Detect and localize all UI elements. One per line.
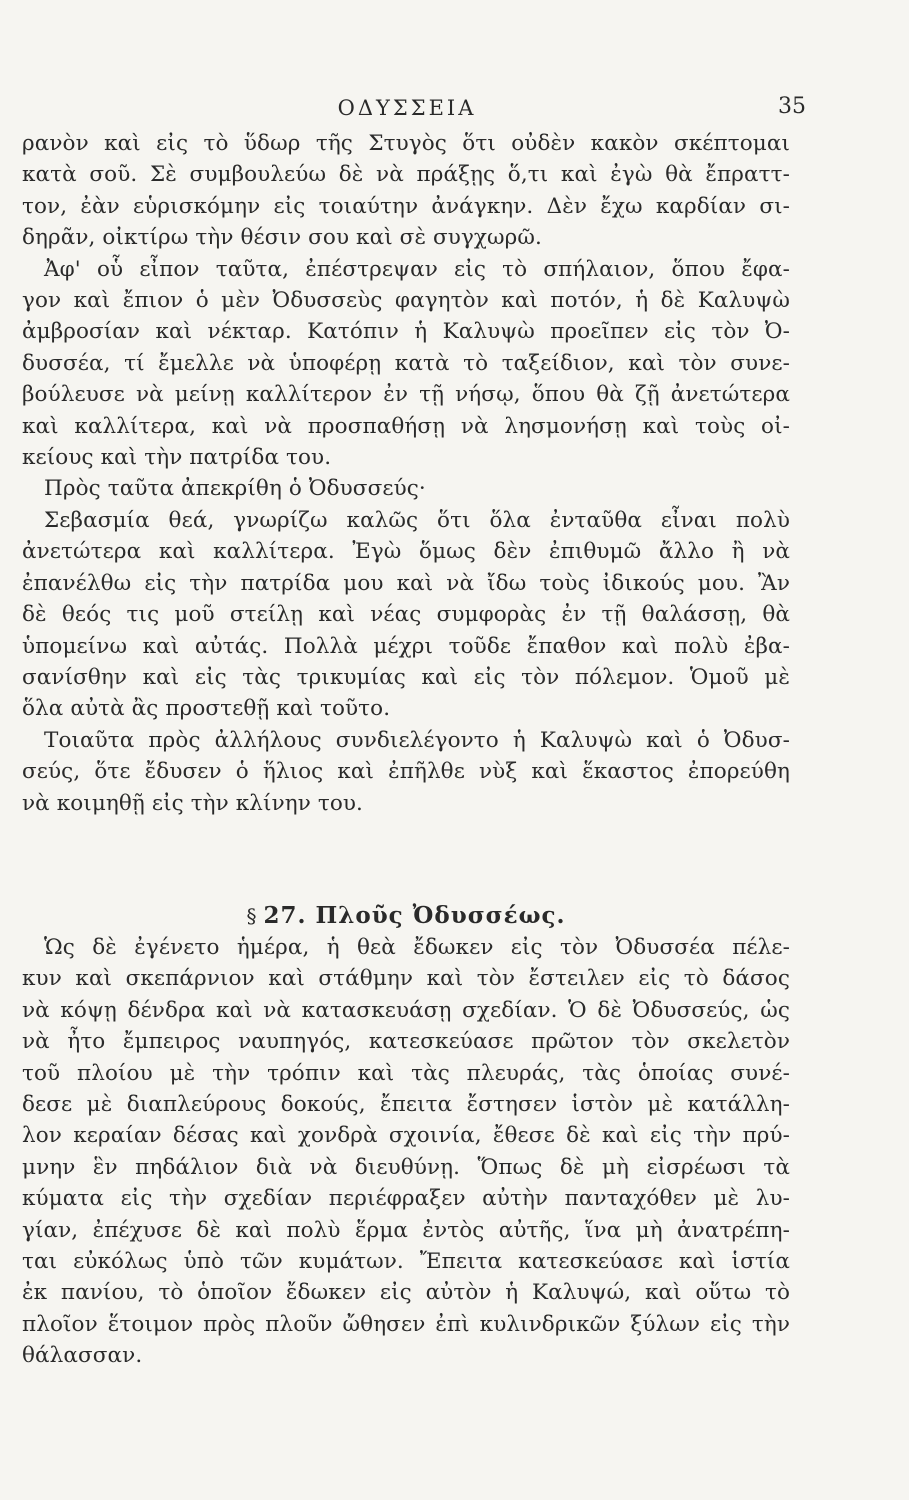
- text-line: μνην ἓν πηδάλιον διὰ νὰ διευθύνῃ. Ὅπως δὲ μὴ εἰσρέωσι τὰ: [22, 1154, 790, 1180]
- text-line: κείους καὶ τὴν πατρίδα του.: [22, 445, 332, 471]
- text-line: θάλασσαν.: [22, 1343, 143, 1369]
- text-line: ται εὐκόλως ὑπὸ τῶν κυμάτων. Ἔπειτα κατεσκεύασε καὶ ἱστία: [22, 1249, 790, 1275]
- text-line: νὰ κοιμηθῇ εἰς τὴν κλίνην του.: [22, 790, 363, 816]
- running-head: [22, 90, 806, 130]
- text-line: κατὰ σοῦ. Σὲ συμβουλεύω δὲ νὰ πράξῃς ὅ,τι καὶ ἐγὼ θὰ ἔπραττ-: [22, 162, 790, 188]
- text-line: τοῦ πλοίου μὲ τὴν τρόπιν καὶ τὰς πλευράς, τὰς ὁποίας συνέ-: [22, 1060, 790, 1086]
- body-text-bottom: [22, 932, 790, 1372]
- text-line: ἀνετώτερα καὶ καλλίτερα. Ἐγὼ ὅμως δὲν ἐπιθυμῶ ἄλλο ἢ νὰ: [22, 539, 790, 565]
- text-line: κυν καὶ σκεπάρνιον καὶ στάθμην καὶ τὸν ἔστειλεν εἰς τὸ δάσος: [22, 966, 790, 992]
- text-line: νὰ κόψῃ δένδρα καὶ νὰ κατασκευάσῃ σχεδίαν. Ὁ δὲ Ὀδυσσεύς, ὡς: [22, 997, 790, 1023]
- text-line: γίαν, ἐπέχυσε δὲ καὶ πολὺ ἕρμα ἐντὸς αὐτῆς, ἵνα μὴ ἀνατρέπη-: [22, 1217, 790, 1243]
- section-heading: [22, 902, 790, 929]
- text-line: δὲ θεός τις μοῦ στείλῃ καὶ νέας συμφορὰς ἐν τῇ θαλάσσῃ, θὰ: [22, 602, 790, 628]
- text-line: πλοῖον ἕτοιμον πρὸς πλοῦν ὤθησεν ἐπὶ κυλινδρικῶν ξύλων εἰς τὴν: [22, 1311, 790, 1337]
- text-line: Ὡς δὲ ἐγένετο ἡμέρα, ἡ θεὰ ἔδωκεν εἰς τὸν Ὀδυσσέα πέλε-: [44, 935, 790, 960]
- text-line: ἐπανέλθω εἰς τὴν πατρίδα μου καὶ νὰ ἴδω τοὺς ἰδικούς μου. Ἂν: [22, 570, 790, 596]
- text-line: δηρᾶν, οἰκτίρω τὴν θέσιν σου καὶ σὲ συγχωρῶ.: [22, 225, 542, 251]
- text-line: δεσε μὲ διαπλεύρους δοκούς, ἔπειτα ἔστησεν ἱστὸν μὲ κατάλλη-: [22, 1092, 790, 1118]
- text-line: ἀμβροσίαν καὶ νέκταρ. Κατόπιν ἡ Καλυψὼ προεῖπεν εἰς τὸν Ὀ-: [22, 319, 790, 345]
- text-line: βούλευσε νὰ μείνῃ καλλίτερον ἐν τῇ νήσῳ, ὅπου θὰ ζῇ ἀνετώτερα: [22, 382, 790, 408]
- section-mark: §: [246, 904, 258, 928]
- text-line: νὰ ἦτο ἔμπειρος ναυπηγός, κατεσκεύασε πρῶτον τὸν σκελετὸν: [22, 1029, 790, 1055]
- text-line: σανίσθην καὶ εἰς τὰς τρικυμίας καὶ εἰς τὸν πόλεμον. Ὁμοῦ μὲ: [22, 664, 790, 690]
- text-line: Τοιαῦτα πρὸς ἀλλήλους συνδιελέγοντο ἡ Καλυψὼ καὶ ὁ Ὀδυσ-: [44, 727, 790, 753]
- section-title: 27. Πλοῦς Ὀδυσσέως.: [263, 902, 566, 929]
- text-line: δυσσέα, τί ἔμελλε νὰ ὑποφέρῃ κατὰ τὸ ταξείδιον, καὶ τὸν συνε-: [22, 350, 790, 376]
- text-line: ὅλα αὐτὰ ἂς προστεθῇ καὶ τοῦτο.: [22, 696, 391, 722]
- text-line: τον, ἐὰν εὑρισκόμην εἰς τοιαύτην ἀνάγκην. Δὲν ἔχω καρδίαν σι-: [22, 193, 790, 219]
- text-line: σεύς, ὅτε ἔδυσεν ὁ ἥλιος καὶ ἐπῆλθε νὺξ καὶ ἕκαστος ἐπορεύθη: [22, 759, 790, 785]
- text-line: καὶ καλλίτερα, καὶ νὰ προσπαθήσῃ νὰ λησμονήσῃ καὶ τοὺς οἰ-: [22, 413, 790, 439]
- text-line: λον κεραίαν δέσας καὶ χονδρὰ σχοινία, ἔθεσε δὲ καὶ εἰς τὴν πρύ-: [22, 1123, 790, 1149]
- text-line: κύματα εἰς τὴν σχεδίαν περιέφραξεν αὐτὴν πανταχόθεν μὲ λυ-: [22, 1186, 790, 1212]
- text-line: ὑπομείνω καὶ αὐτάς. Πολλὰ μέχρι τοῦδε ἔπαθον καὶ πολὺ ἐβα-: [22, 633, 790, 659]
- text-line: γον καὶ ἔπιον ὁ μὲν Ὀδυσσεὺς φαγητὸν καὶ ποτόν, ἡ δὲ Καλυψὼ: [22, 288, 790, 314]
- page-header-title: ΟΔΥΣΣΕΙΑ: [337, 96, 477, 120]
- text-line: ἐκ πανίου, τὸ ὁποῖον ἔδωκεν εἰς αὐτὸν ἡ Καλυψώ, καὶ οὕτω τὸ: [22, 1280, 790, 1306]
- text-line: Σεβασμία θεά, γνωρίζω καλῶς ὅτι ὅλα ἐνταῦθα εἶναι πολὺ: [44, 507, 790, 533]
- body-text-top: [22, 128, 790, 819]
- text-line: ρανὸν καὶ εἰς τὸ ὕδωρ τῆς Στυγὸς ὅτι οὐδὲν κακὸν σκέπτομαι: [22, 131, 790, 156]
- text-line: Πρὸς ταῦτα ἀπεκρίθη ὁ Ὀδυσσεύς·: [44, 476, 426, 502]
- text-line: Ἀφ' οὗ εἶπον ταῦτα, ἐπέστρεψαν εἰς τὸ σπήλαιον, ὅπου ἔφα-: [44, 256, 790, 282]
- page-number: 35: [778, 94, 806, 119]
